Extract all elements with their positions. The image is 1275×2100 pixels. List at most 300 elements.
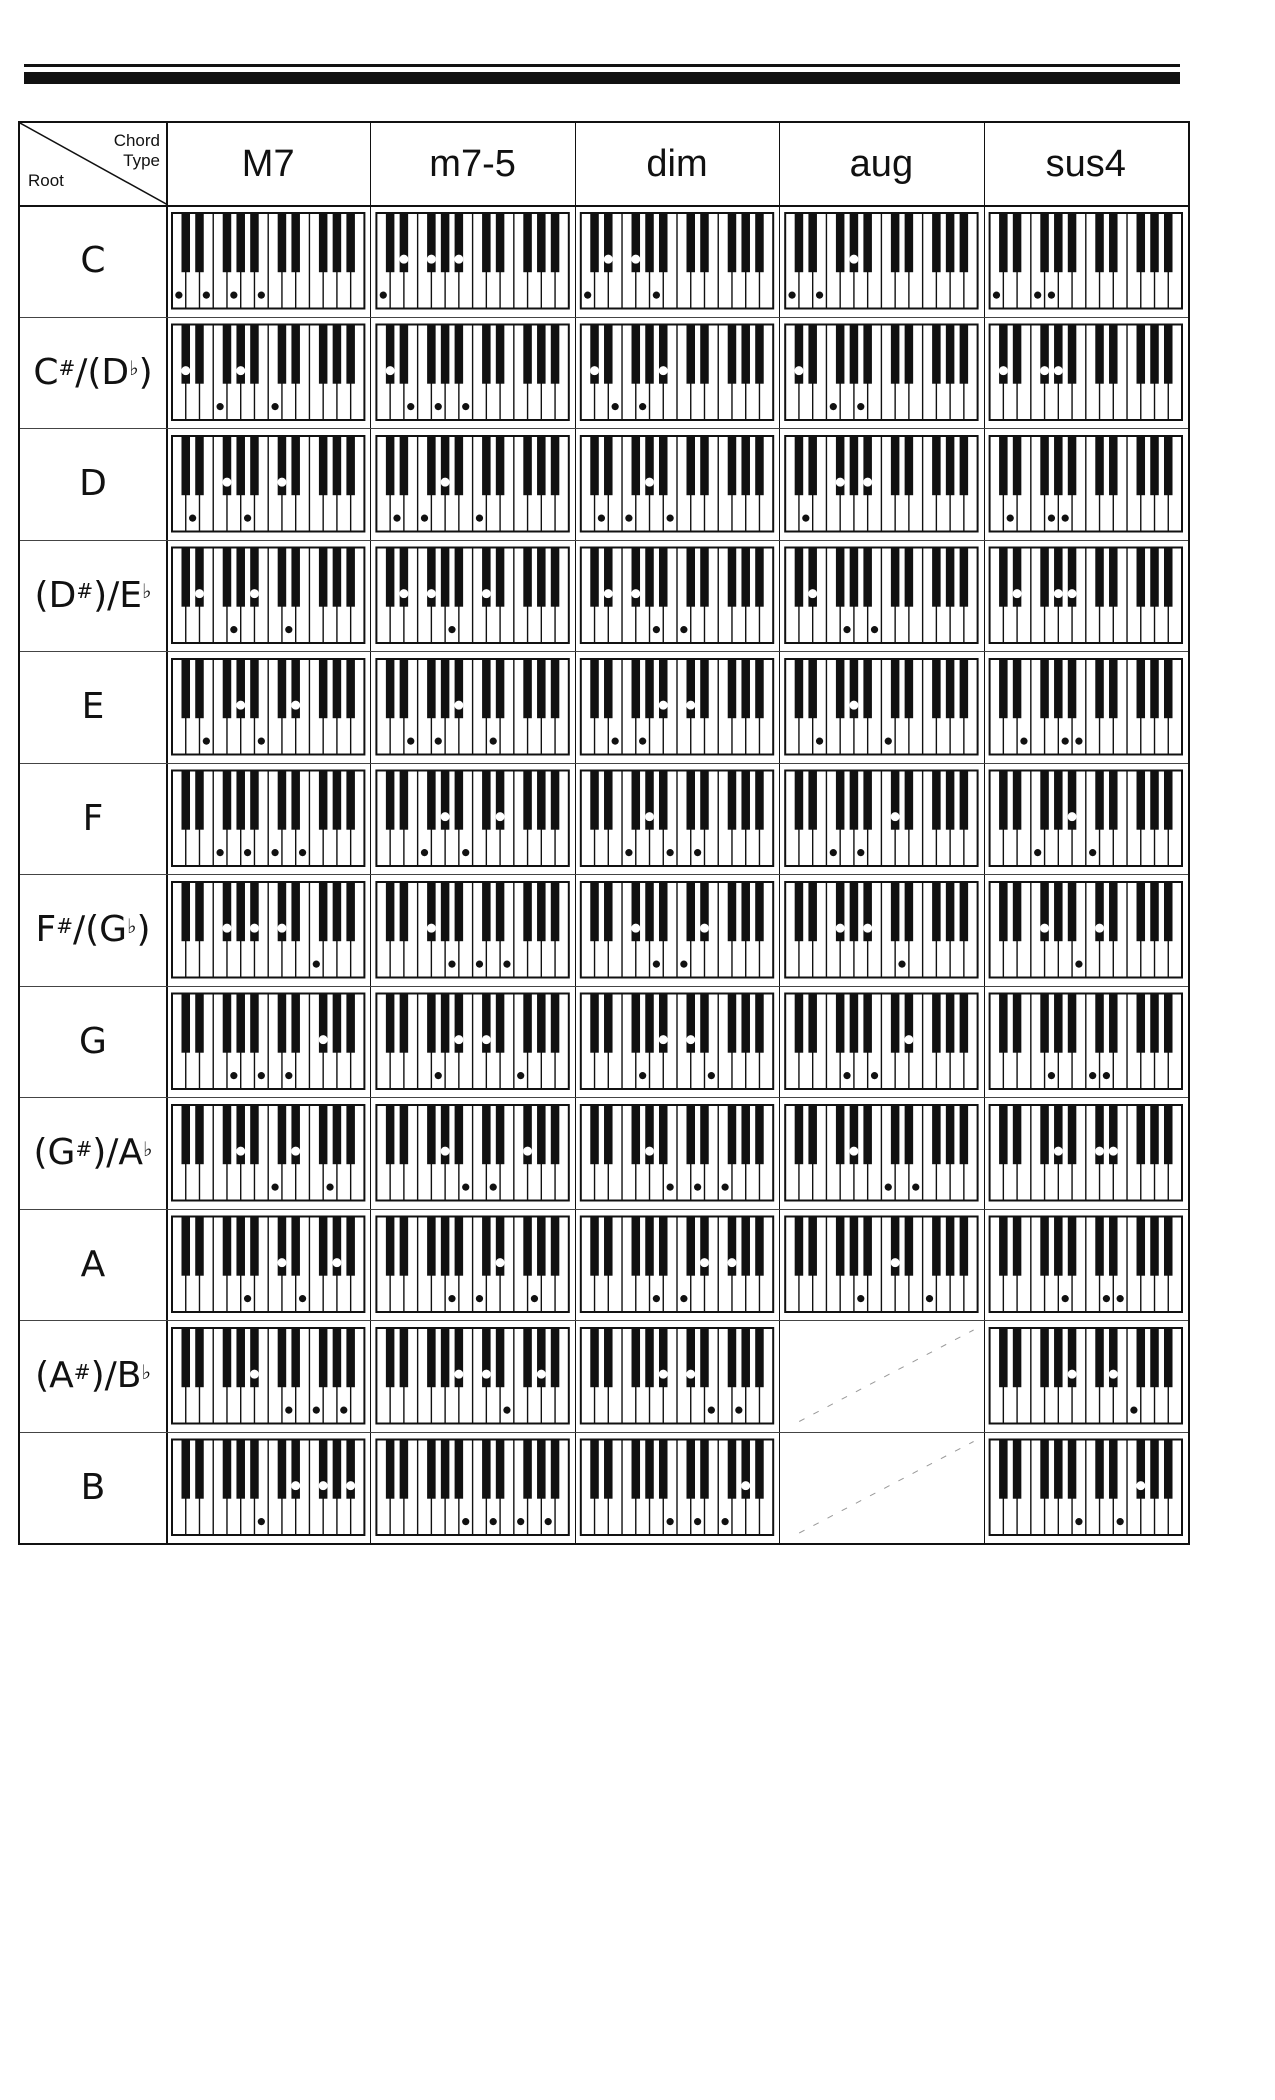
black-key [905,771,914,830]
black-key [1164,1440,1173,1499]
note-dot-white-key [802,515,809,522]
black-key [604,1217,613,1276]
note-dot-black-key [1096,1147,1104,1155]
black-key [891,548,900,607]
black-key [1054,436,1063,495]
black-key [932,1217,941,1276]
black-key [1137,436,1146,495]
black-key [441,1328,450,1387]
black-key [278,1105,287,1164]
note-dot-black-key [427,590,435,598]
black-key [346,548,355,607]
black-key [686,1105,695,1164]
note-dot-black-key [250,924,258,932]
black-key [1109,882,1118,941]
note-dot-white-key [380,292,387,299]
note-dot-black-key [455,1370,463,1378]
keyboard-sus4 [990,1105,1182,1201]
note-dot-black-key [250,1370,258,1378]
black-key [551,882,560,941]
black-key [427,994,436,1053]
black-key [250,1105,259,1164]
black-key [960,548,969,607]
black-key [946,771,955,830]
black-key [319,436,328,495]
black-key [741,659,750,718]
note-dot-black-key [333,1259,341,1267]
note-dot-white-key [313,961,320,968]
black-key [905,659,914,718]
black-key [905,325,914,384]
black-key [1164,771,1173,830]
black-key [537,325,546,384]
black-key [946,325,955,384]
black-key [728,771,737,830]
black-key [291,325,300,384]
black-key [604,436,613,495]
keyboard-m7-5 [376,771,568,867]
note-dot-white-key [462,1184,469,1191]
note-dot-white-key [885,738,892,745]
black-key [181,1217,190,1276]
black-key [850,1217,859,1276]
row-label-root: (A # )/B ♭ [35,1355,151,1397]
note-dot-white-key [407,738,414,745]
keyboard-sus4 [990,882,1182,978]
black-key [905,1105,914,1164]
row-label-root: C # /(D ♭ ) [33,351,153,393]
black-key [1040,1105,1049,1164]
black-key [850,548,859,607]
black-key [1013,659,1022,718]
keyboard-m7 [172,436,364,532]
black-key [319,213,328,272]
note-dot-black-key [278,1259,286,1267]
black-key [632,659,641,718]
black-key [590,882,599,941]
note-dot-white-key [490,738,497,745]
black-key [863,1217,872,1276]
note-dot-white-key [993,292,1000,299]
black-key [590,994,599,1053]
black-key [999,771,1008,830]
black-key [223,1440,232,1499]
keyboard-m7 [172,1328,364,1424]
keyboard-m7-5 [376,436,568,532]
black-key [400,436,409,495]
black-key [1150,1217,1159,1276]
black-key [181,882,190,941]
note-dot-black-key [999,367,1007,375]
keyboard-m7-5 [376,1440,568,1536]
black-key [551,548,560,607]
note-dot-white-key [1103,1072,1110,1079]
black-key [195,659,204,718]
black-key [496,1105,505,1164]
black-key [700,1328,709,1387]
black-key [1054,1328,1063,1387]
black-key [333,325,342,384]
keyboard-sus4 [990,659,1182,755]
black-key [808,1105,817,1164]
black-key [755,436,764,495]
note-dot-white-key [708,1407,715,1414]
note-dot-white-key [244,849,251,856]
note-dot-white-key [490,1518,497,1525]
black-key [891,1105,900,1164]
black-key [333,882,342,941]
black-key [686,213,695,272]
black-key [319,325,328,384]
black-key [400,659,409,718]
note-dot-black-key [223,924,231,932]
black-key [523,1328,532,1387]
note-dot-black-key [237,1147,245,1155]
keyboard-sus4 [990,771,1182,867]
note-dot-white-key [1034,292,1041,299]
black-key [195,325,204,384]
black-key [236,771,245,830]
note-dot-white-key [258,292,265,299]
black-key [427,325,436,384]
note-dot-white-key [625,515,632,522]
note-dot-black-key [659,367,667,375]
black-key [482,1105,491,1164]
black-key [728,659,737,718]
black-key [932,994,941,1053]
black-key [755,994,764,1053]
black-key [741,994,750,1053]
black-key [455,1217,464,1276]
note-dot-white-key [175,292,182,299]
black-key [400,1217,409,1276]
black-key [496,1328,505,1387]
black-key [999,659,1008,718]
note-dot-white-key [1020,738,1027,745]
black-key [1109,1440,1118,1499]
keyboard-m7-5 [376,325,568,421]
black-key [645,325,654,384]
column-header-m7-5: m7-5 [429,142,516,185]
note-dot-white-key [490,1184,497,1191]
black-key [932,325,941,384]
column-header-m7: M7 [241,142,295,185]
black-key [551,1440,560,1499]
black-key [1137,771,1146,830]
note-dot-white-key [189,515,196,522]
black-key [1137,213,1146,272]
black-key [1150,436,1159,495]
black-key [686,548,695,607]
black-key [850,436,859,495]
black-key [537,213,546,272]
note-dot-black-key [347,1482,355,1490]
black-key [496,659,505,718]
black-key [645,1217,654,1276]
black-key [455,771,464,830]
black-key [195,436,204,495]
black-key [195,213,204,272]
black-key [333,1440,342,1499]
note-dot-white-key [258,1518,265,1525]
black-key [236,1440,245,1499]
note-dot-white-key [285,1072,292,1079]
note-dot-black-key [742,1482,750,1490]
note-dot-black-key [237,701,245,709]
note-dot-black-key [182,367,190,375]
keyboard-sus4 [990,994,1182,1090]
black-key [441,213,450,272]
black-key [1109,548,1118,607]
black-key [1150,1440,1159,1499]
note-dot-white-key [285,1407,292,1414]
black-key [333,213,342,272]
black-key [319,1328,328,1387]
black-key [496,213,505,272]
black-key [808,882,817,941]
note-dot-white-key [1062,515,1069,522]
black-key [645,1328,654,1387]
black-key [700,659,709,718]
black-key [181,548,190,607]
black-key [1013,1328,1022,1387]
black-key [808,771,817,830]
note-dot-black-key [319,1482,327,1490]
black-key [1095,325,1104,384]
note-dot-white-key [708,1072,715,1079]
black-key [1013,771,1022,830]
keyboard-m7 [172,1440,364,1536]
black-key [523,994,532,1053]
black-key [590,213,599,272]
black-key [455,548,464,607]
black-key [278,548,287,607]
keyboard-sus4 [990,548,1182,644]
black-key [333,1105,342,1164]
black-key [645,213,654,272]
black-key [1164,436,1173,495]
black-key [946,882,955,941]
black-key [795,994,804,1053]
note-dot-white-key [230,1072,237,1079]
row-label-root: D [79,463,107,505]
black-key [728,882,737,941]
black-key [590,1440,599,1499]
black-key [195,994,204,1053]
note-dot-black-key [604,255,612,263]
note-dot-white-key [857,403,864,410]
black-key [604,1105,613,1164]
note-dot-black-key [700,1259,708,1267]
black-key [236,882,245,941]
note-dot-white-key [1048,1072,1055,1079]
note-dot-white-key [680,1295,687,1302]
note-dot-black-key [728,1259,736,1267]
black-key [386,994,395,1053]
black-key [891,994,900,1053]
top-rule-thick [24,72,1180,84]
black-key [496,994,505,1053]
black-key [932,436,941,495]
note-dot-white-key [598,515,605,522]
black-key [386,548,395,607]
black-key [441,994,450,1053]
note-dot-black-key [1109,1147,1117,1155]
column-header-sus4: sus4 [1045,142,1126,185]
black-key [590,659,599,718]
black-key [1164,1328,1173,1387]
black-key [523,659,532,718]
black-key [999,1328,1008,1387]
note-dot-white-key [258,738,265,745]
row-label-root: G [79,1020,107,1062]
black-key [195,882,204,941]
black-key [808,994,817,1053]
black-key [700,1105,709,1164]
note-dot-black-key [687,1370,695,1378]
note-dot-black-key [632,590,640,598]
black-key [223,548,232,607]
black-key [427,659,436,718]
black-key [700,994,709,1053]
note-dot-white-key [1048,515,1055,522]
black-key [523,325,532,384]
note-dot-white-key [462,849,469,856]
black-key [1109,1217,1118,1276]
note-dot-white-key [722,1518,729,1525]
black-key [1095,1328,1104,1387]
black-key [523,1440,532,1499]
empty-cell-mark [799,1442,973,1534]
black-key [346,882,355,941]
black-key [427,1440,436,1499]
black-key [551,1328,560,1387]
black-key [319,882,328,941]
note-dot-black-key [604,590,612,598]
black-key [1164,213,1173,272]
note-dot-white-key [244,1295,251,1302]
note-dot-black-key [646,1147,654,1155]
black-key [645,1440,654,1499]
black-key [1109,436,1118,495]
note-dot-black-key [836,924,844,932]
black-key [278,1440,287,1499]
black-key [905,213,914,272]
note-dot-white-key [722,1184,729,1191]
black-key [386,882,395,941]
note-dot-white-key [271,849,278,856]
black-key [319,548,328,607]
black-key [850,882,859,941]
black-key [808,659,817,718]
keyboard-aug [785,659,977,755]
black-key [346,213,355,272]
black-key [836,325,845,384]
black-key [523,882,532,941]
black-key [905,436,914,495]
note-dot-white-key [421,515,428,522]
black-key [755,1440,764,1499]
note-dot-white-key [393,515,400,522]
black-key [1095,548,1104,607]
black-key [1164,1105,1173,1164]
black-key [999,436,1008,495]
note-dot-black-key [427,255,435,263]
black-key [960,436,969,495]
note-dot-black-key [809,590,817,598]
note-dot-white-key [230,292,237,299]
black-key [836,994,845,1053]
black-key [400,994,409,1053]
black-key [632,325,641,384]
black-key [946,659,955,718]
black-key [1040,548,1049,607]
black-key [795,659,804,718]
black-key [755,1328,764,1387]
black-key [686,436,695,495]
black-key [755,882,764,941]
black-key [1137,1105,1146,1164]
black-key [551,771,560,830]
note-dot-black-key [1054,1147,1062,1155]
keyboard-sus4 [990,213,1182,309]
black-key [537,994,546,1053]
black-key [932,882,941,941]
note-dot-black-key [1096,924,1104,932]
note-dot-white-key [1007,515,1014,522]
black-key [686,325,695,384]
black-key [686,1217,695,1276]
note-dot-black-key [524,1147,532,1155]
black-key [441,659,450,718]
black-key [632,1217,641,1276]
note-dot-white-key [667,1518,674,1525]
keyboard-sus4 [990,436,1182,532]
note-dot-white-key [285,626,292,633]
black-key [604,771,613,830]
black-key [1164,659,1173,718]
row-label-root: C [80,240,106,282]
note-dot-black-key [632,924,640,932]
black-key [1164,882,1173,941]
note-dot-black-key [441,478,449,486]
black-key [455,1440,464,1499]
black-key [386,1105,395,1164]
black-key [1137,548,1146,607]
black-key [223,994,232,1053]
black-key [482,771,491,830]
black-key [1013,994,1022,1053]
note-dot-white-key [653,626,660,633]
black-key [250,1217,259,1276]
black-key [1068,1217,1077,1276]
black-key [346,325,355,384]
note-dot-white-key [816,292,823,299]
keyboard-m7-5 [376,213,568,309]
black-key [741,771,750,830]
black-key [236,994,245,1053]
black-key [590,548,599,607]
black-key [400,1440,409,1499]
note-dot-black-key [441,813,449,821]
black-key [195,1217,204,1276]
black-key [346,1105,355,1164]
note-dot-white-key [1034,849,1041,856]
row-label-root: A [80,1243,106,1285]
black-key [836,1217,845,1276]
black-key [590,771,599,830]
keyboard-m7-5 [376,994,568,1090]
